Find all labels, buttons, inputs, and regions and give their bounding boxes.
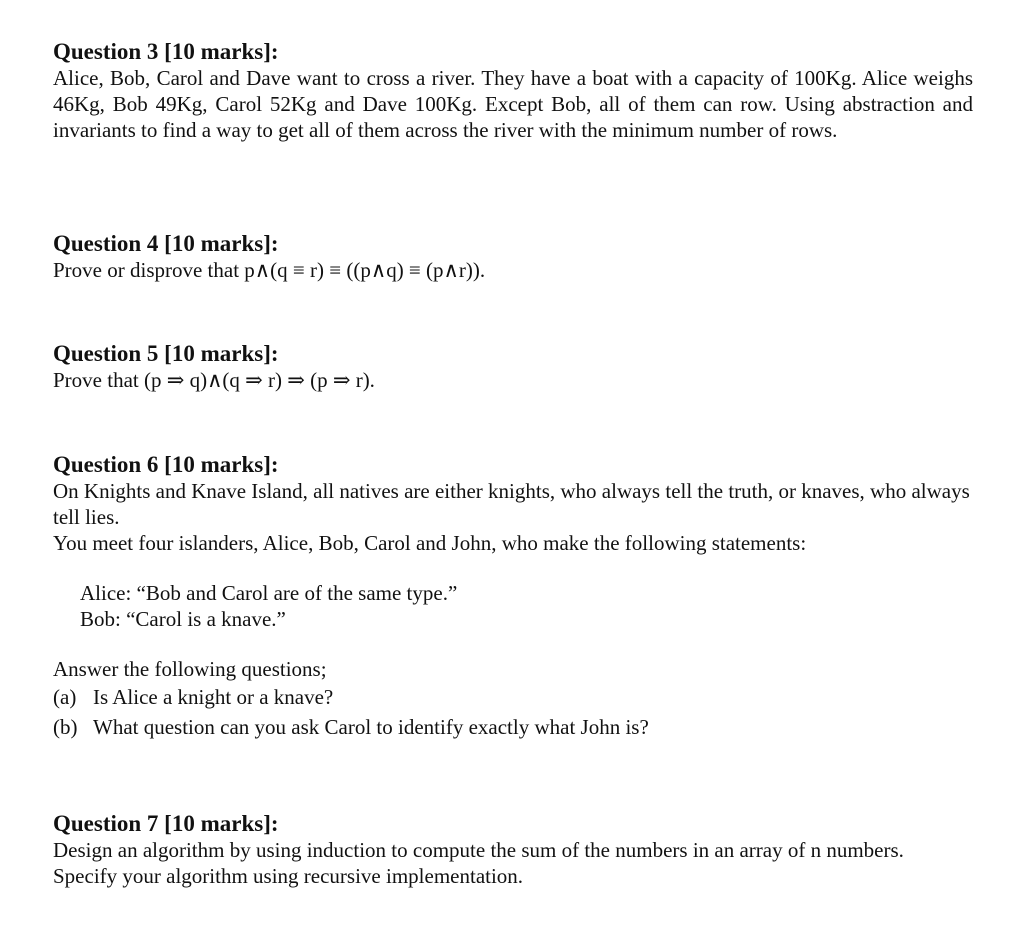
question-5-body: Prove that (p ⇒ q)∧(q ⇒ r) ⇒ (p ⇒ r). <box>53 368 375 392</box>
part-a-marker: (a) <box>53 685 77 709</box>
question-4-body: Prove or disprove that p∧(q ≡ r) ≡ ((p∧q) ≡ (p∧r)). <box>53 258 486 282</box>
question-4 <box>53 230 973 283</box>
question-6 <box>53 451 973 742</box>
question-7-body: Design an algorithm by using induction to compute the sum of the numbers in an array of n numbers. Specify your algorithm using recursive implementation. <box>53 838 904 888</box>
statement-alice: Alice: “Bob and Carol are of the same type.” <box>80 581 458 605</box>
part-b-marker: (b) <box>53 715 78 739</box>
question-6-title: Question 6 [10 marks]: <box>53 452 279 477</box>
question-3-body: Alice, Bob, Carol and Dave want to cross a river. They have a boat with a capacity of 100Kg. Alice weighs 46Kg, Bob 49Kg, Carol 52Kg and Dave 100Kg. Except Bob, all of them can row. Using abstraction and invariants to find a way to get all of them across the river with the minimum number of rows. <box>53 66 973 142</box>
question-5-title: Question 5 [10 marks]: <box>53 341 279 366</box>
question-7 <box>53 810 973 889</box>
question-6-intro: On Knights and Knave Island, all natives are either knights, who always tell the truth, or knaves, who always tell lies. <box>53 479 970 529</box>
question-3 <box>53 38 973 143</box>
question-6-part-a <box>53 682 973 712</box>
part-a-text: Is Alice a knight or a knave? <box>93 685 334 709</box>
question-5 <box>53 340 973 393</box>
question-6-meet: You meet four islanders, Alice, Bob, Carol and John, who make the following statements: <box>53 531 807 555</box>
part-b-text: What question can you ask Carol to identify exactly what John is? <box>93 715 649 739</box>
statement-bob: Bob: “Carol is a knave.” <box>80 607 286 631</box>
question-6-part-b <box>53 712 973 742</box>
question-3-title: Question 3 [10 marks]: <box>53 39 279 64</box>
question-4-title: Question 4 [10 marks]: <box>53 231 279 256</box>
question-6-answer-prompt: Answer the following questions; <box>53 657 327 681</box>
question-7-title: Question 7 [10 marks]: <box>53 811 279 836</box>
